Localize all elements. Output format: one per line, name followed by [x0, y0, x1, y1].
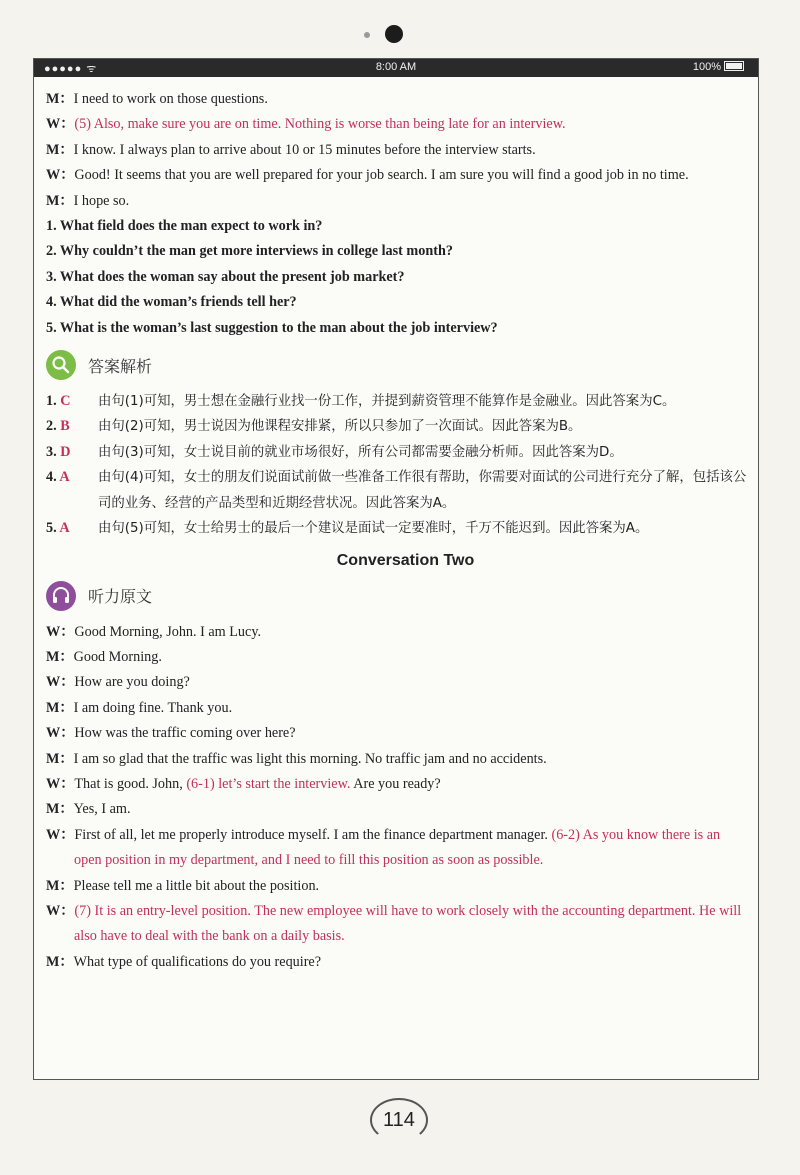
conversation-two-title: Conversation Two: [336, 551, 475, 569]
speaker-colon: ：: [60, 902, 75, 919]
dialogue-text: Good! It seems that you are well prepared for your job search. I am sure you will find a good job in no time.: [74, 167, 689, 184]
answer-explanation: 由句(4)可知，女士的朋友们说面试前做一些准备工作很有帮助，你需要对面试的公司进行充分了解，包括该公司的业务、经营的产品类型和近期经营状况。因此答案为A。: [98, 470, 747, 511]
status-time: 8:00 AM: [375, 61, 417, 73]
question-item: 4. What did the woman’s friends tell her?: [46, 294, 297, 311]
answer-section-header: [46, 345, 751, 385]
headphones-icon: [46, 581, 76, 611]
dialogue-line: [46, 670, 751, 695]
speaker-colon: ：: [60, 674, 75, 691]
page-number: 114: [370, 1098, 428, 1142]
battery-status: [693, 61, 744, 73]
dialogue-text: I know. I always plan to arrive about 10 or 15 minutes before the interview starts.: [73, 141, 536, 158]
dialogue-text: I am so glad that the traffic was light this morning. No traffic jam and no accidents.: [73, 750, 547, 767]
page-content: [46, 87, 751, 975]
dialogue-text: First of all, let me properly introduce myself. I am the finance department manager.: [74, 826, 552, 843]
answer-number: 2.: [46, 418, 57, 435]
speaker-label: W: [46, 623, 61, 640]
dialogue-text: How are you doing?: [74, 674, 190, 691]
speaker-label: M: [46, 192, 60, 209]
speaker-colon: ：: [59, 750, 74, 767]
speaker-label: W: [46, 674, 61, 691]
speaker-colon: ：: [59, 192, 74, 209]
answer-explanation: 由句(3)可知，女士说目前的就业市场很好，所有公司都需要金融分析师。因此答案为D。: [98, 444, 623, 460]
answer-explanation: 由句(1)可知，男士想在金融行业找一份工作，并提到薪资管理不能算作是金融业。因此答案为C。: [98, 394, 676, 410]
dialogue-part-two: [46, 620, 751, 976]
dialogue-text: Good Morning, John. I am Lucy.: [74, 623, 262, 640]
answer-item: [46, 389, 751, 414]
dialogue-line: [46, 950, 751, 975]
dialogue-line: [46, 138, 751, 163]
speaker-label: M: [46, 953, 60, 970]
question-item: 1. What field does the man expect to work in?: [46, 218, 323, 235]
status-bar: [34, 59, 758, 77]
speaker-label: W: [46, 775, 61, 792]
dialogue-line: [46, 163, 751, 188]
key-sentence: (6-2) As you know there is an open position in my department, and I need to fill this position as soon as possible.: [74, 826, 721, 869]
answer-explanation: 由句(2)可知，男士说因为他课程安排紧，所以只参加了一次面试。因此答案为B。: [98, 419, 582, 435]
dialogue-line: [46, 189, 751, 214]
speaker-label: M: [46, 699, 60, 716]
speaker-colon: ：: [59, 877, 74, 894]
speaker-label: M: [46, 648, 60, 665]
answer-number: 3.: [46, 443, 57, 460]
camera-sensor-icon: [364, 32, 370, 38]
device-screen: [33, 58, 759, 1080]
dialogue-line: [46, 645, 751, 670]
answer-number: 1.: [46, 393, 57, 410]
speaker-colon: ：: [59, 699, 74, 716]
dialogue-line: [46, 747, 751, 772]
speaker-colon: ：: [60, 623, 75, 640]
key-sentence: (5) Also, make sure you are on time. Nothing is worse than being late for an interview.: [74, 116, 566, 133]
speaker-label: M: [46, 750, 60, 767]
dialogue-text: Please tell me a little bit about the position.: [73, 877, 320, 894]
speaker-label: M: [46, 877, 60, 894]
dialogue-text: How was the traffic coming over here?: [74, 725, 296, 742]
signal-indicator: ●●●●● ᯤ: [44, 63, 98, 75]
answer-item: [46, 414, 751, 439]
dialogue-text: Good Morning.: [73, 648, 162, 665]
dialogue-line: [46, 112, 751, 137]
answer-key: [46, 414, 98, 439]
question-list: [46, 214, 751, 341]
dialogue-text: I am doing fine. Thank you.: [73, 699, 233, 716]
speaker-label: W: [46, 167, 61, 184]
dialogue-line: [46, 696, 751, 721]
answer-letter: B: [60, 418, 70, 435]
speaker-label: W: [46, 725, 61, 742]
dialogue-text: I need to work on those questions.: [73, 91, 268, 107]
listening-section-title: 听力原文: [88, 587, 153, 606]
dialogue-line: [46, 87, 751, 112]
answer-list: [46, 389, 751, 541]
answer-section-title: 答案解析: [88, 356, 153, 376]
answer-letter: D: [60, 443, 71, 460]
speaker-colon: ：: [59, 648, 74, 665]
speaker-colon: ：: [59, 801, 74, 818]
speaker-label: W: [46, 826, 61, 843]
answer-item: [46, 440, 751, 465]
question-item: 2. Why couldn’t the man get more interviews in college last month?: [46, 243, 453, 260]
dialogue-line: [46, 772, 751, 797]
speaker-label: W: [46, 116, 61, 133]
speaker-colon: ：: [60, 167, 75, 184]
speaker-colon: ：: [59, 91, 74, 107]
dialogue-text: That is good. John,: [74, 775, 187, 792]
speaker-label: M: [46, 141, 60, 158]
answer-key: [46, 465, 98, 516]
answer-key: [46, 389, 98, 414]
speaker-colon: ：: [59, 953, 74, 970]
magnifier-icon: [46, 350, 76, 380]
speaker-colon: ：: [60, 775, 75, 792]
battery-icon: [724, 61, 744, 71]
question-item: 5. What is the woman’s last suggestion to the man about the job interview?: [46, 319, 498, 336]
speaker-colon: ：: [60, 725, 75, 742]
answer-item: [46, 516, 751, 541]
dialogue-line: [46, 874, 751, 899]
dialogue-line: [46, 721, 751, 746]
dialogue-line: [46, 797, 751, 822]
answer-key: [46, 516, 98, 541]
answer-key: [46, 440, 98, 465]
listening-section-header: [46, 576, 751, 616]
answer-letter: A: [59, 469, 70, 486]
battery-percent: 100%: [692, 61, 721, 73]
speaker-colon: ：: [60, 826, 75, 843]
dialogue-text: What type of qualifications do you require?: [73, 953, 322, 970]
answer-letter: C: [60, 393, 71, 410]
dialogue-text: I hope so.: [73, 192, 130, 209]
speaker-label: W: [46, 902, 61, 919]
key-sentence: (7) It is an entry-level position. The new employee will have to work closely with the accounting department. He will also have to deal with the bank on a daily basis.: [74, 902, 742, 945]
answer-letter: A: [59, 520, 70, 537]
answer-number: 4.: [46, 469, 57, 486]
speaker-label: M: [46, 801, 60, 818]
dialogue-line: [46, 899, 751, 950]
key-sentence: (6-1) let’s start the interview.: [186, 775, 351, 792]
speaker-colon: ：: [59, 141, 74, 158]
answer-explanation: 由句(5)可知，女士给男士的最后一个建议是面试一定要准时，千万不能迟到。因此答案为A。: [98, 521, 649, 537]
dialogue-text: Are you ready?: [350, 775, 441, 792]
question-item: 3. What does the woman say about the present job market?: [46, 268, 405, 285]
dialogue-line: [46, 823, 751, 874]
device-camera: [0, 22, 800, 48]
speaker-label: M: [46, 91, 60, 107]
answer-item: [46, 465, 751, 516]
camera-lens-icon: [385, 25, 403, 43]
dialogue-line: [46, 620, 751, 645]
speaker-colon: ：: [60, 116, 75, 133]
dialogue-part-one: [46, 87, 751, 214]
answer-number: 5.: [46, 520, 57, 537]
dialogue-text: Yes, I am.: [73, 801, 131, 818]
